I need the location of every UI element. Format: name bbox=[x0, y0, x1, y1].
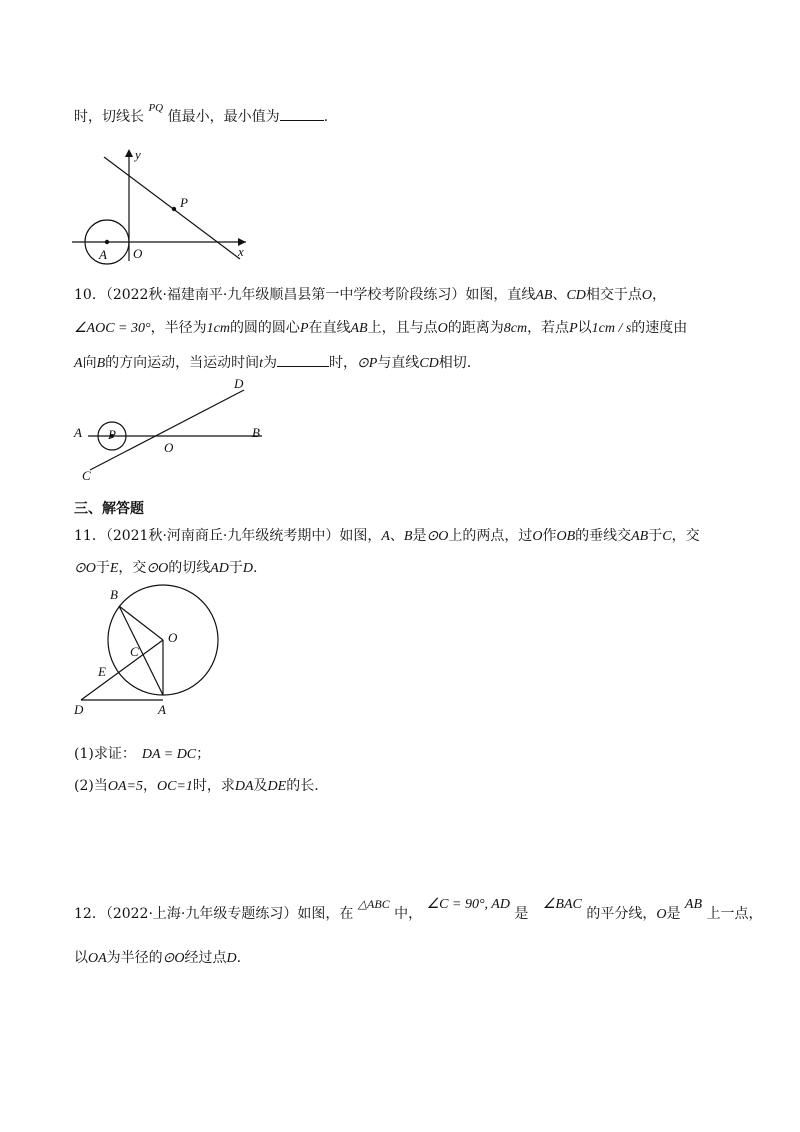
q10-l2a: ，半径为 bbox=[150, 320, 207, 336]
q9-point-p bbox=[172, 207, 176, 211]
q10-l3f: 相切. bbox=[438, 355, 472, 371]
q10-radius: 1cm bbox=[206, 321, 230, 336]
q11-l1c: 的垂线交 bbox=[575, 528, 632, 544]
q11-part2 bbox=[74, 776, 319, 797]
q9-pq: PQ bbox=[148, 102, 164, 114]
q11-number: 11． bbox=[74, 528, 106, 544]
q12-number: 12． bbox=[74, 906, 106, 922]
q11-figure bbox=[70, 582, 230, 718]
q9-figure bbox=[70, 145, 250, 265]
q11-part2-oc: OC=1 bbox=[156, 779, 193, 794]
q11-ab: AB bbox=[631, 529, 649, 544]
q9-line bbox=[104, 157, 240, 259]
q10-p2: P bbox=[569, 321, 578, 336]
q10-label-d: D bbox=[234, 376, 244, 391]
q11-circle-o: ⊙O bbox=[426, 529, 449, 544]
q11-part1-equation: DA = DC bbox=[141, 747, 197, 762]
q12-l2b: 为半径的 bbox=[106, 950, 163, 966]
q11-segment-ab bbox=[119, 606, 163, 695]
q10-label-b: B bbox=[252, 425, 260, 440]
q10-meet: 相交于点 bbox=[585, 287, 642, 303]
q10-l3e: 与直线 bbox=[377, 355, 420, 371]
q10-label-o: O bbox=[164, 440, 174, 455]
q10-cd3: CD bbox=[419, 356, 439, 371]
q10-ab2: AB bbox=[350, 321, 368, 336]
q12-l1a: 的平分线， bbox=[586, 906, 657, 922]
q11-a: A bbox=[381, 529, 390, 544]
q10-l3d: 时， bbox=[329, 355, 358, 371]
q12-l2d: . bbox=[236, 950, 242, 966]
q11-label-d: D bbox=[74, 702, 84, 717]
q10-line1 bbox=[74, 285, 666, 306]
q10-a3: A bbox=[74, 356, 83, 371]
q12-condition: ∠C = 90°, AD bbox=[426, 897, 510, 912]
q9-label-a: A bbox=[99, 247, 107, 262]
q10-l2g: 以 bbox=[577, 320, 592, 336]
q12-l2c: 经过点 bbox=[184, 950, 227, 966]
q10-l2e: 的距离为 bbox=[447, 320, 504, 336]
q11-line2 bbox=[74, 558, 258, 579]
q9-point-a bbox=[105, 240, 109, 244]
q11-part2-sep: ， bbox=[142, 778, 157, 794]
q9-text-b: 值最小，最小值为 bbox=[167, 109, 280, 125]
q11-part2-and: 及 bbox=[253, 778, 268, 794]
q9-y-arrow bbox=[125, 149, 133, 157]
q12-l2a: 以 bbox=[74, 950, 88, 966]
q12-zhong: 中， bbox=[394, 906, 423, 922]
q12-d: D bbox=[226, 951, 237, 966]
q11-part1 bbox=[74, 744, 210, 765]
q9-text-a: 时，切线长 bbox=[74, 109, 144, 125]
q12-angle-bac: ∠BAC bbox=[542, 897, 582, 912]
q11-l2c: 的切线 bbox=[168, 560, 211, 576]
q12-l1b: 上一点， bbox=[706, 906, 763, 922]
q11-sep: 、 bbox=[389, 528, 404, 544]
q11-d: D bbox=[242, 561, 254, 576]
q11-label-o: O bbox=[168, 630, 178, 645]
q11-c: C bbox=[662, 529, 672, 544]
q10-distance: 8cm bbox=[503, 321, 528, 336]
q11-l2e: . bbox=[253, 560, 258, 576]
q11-part2-end: 的长. bbox=[286, 778, 319, 794]
q10-o2: O bbox=[437, 321, 448, 336]
q10-b3: B bbox=[96, 356, 106, 371]
q9-answer-blank bbox=[280, 106, 324, 121]
q11-source: （2021秋·河南商丘·九年级统考期中）如图， bbox=[105, 528, 382, 544]
q11-l2a: 于 bbox=[95, 560, 110, 576]
q12-source: （2022·上海·九年级专题练习）如图，在 bbox=[105, 906, 354, 922]
q10-label-p: P bbox=[108, 427, 116, 442]
q11-label-b: B bbox=[110, 587, 118, 602]
q12-circle-o: ⊙O bbox=[162, 951, 185, 966]
q11-e: E bbox=[109, 561, 119, 576]
q10-o: O bbox=[641, 288, 653, 303]
q11-part1-label: (1)求证： bbox=[74, 746, 136, 762]
q11-circle-o2: ⊙O bbox=[74, 561, 96, 576]
q11-l2d: 于 bbox=[228, 560, 243, 576]
q11-o: O bbox=[532, 529, 543, 544]
q11-part1-end: ； bbox=[196, 746, 211, 762]
q10-source: （2022秋·福建南平·九年级顺昌县第一中学校考阶段练习）如图，直线 bbox=[105, 287, 536, 303]
q11-l1b: 作 bbox=[542, 528, 557, 544]
q10-ab: AB bbox=[535, 288, 553, 303]
q10-label-c: C bbox=[82, 468, 91, 483]
q10-t3: t bbox=[259, 356, 264, 371]
q11-l1a: 上的两点，过 bbox=[448, 528, 533, 544]
q11-label-c: C bbox=[130, 644, 139, 659]
q11-l1e: ，交 bbox=[671, 528, 700, 544]
q10-l3c: 为 bbox=[263, 355, 278, 371]
q11-label-e: E bbox=[98, 664, 106, 679]
q10-l3b: 的方向运动，当运动时间 bbox=[105, 355, 260, 371]
q10-sep: 、 bbox=[552, 287, 567, 303]
q10-circle-p: ⊙P bbox=[357, 356, 378, 371]
q11-b: B bbox=[403, 529, 413, 544]
q10-number: 10． bbox=[74, 287, 106, 303]
q10-line3 bbox=[74, 352, 471, 374]
q12-is: 是 bbox=[514, 906, 529, 922]
q12-o: O bbox=[656, 907, 667, 922]
q10-speed: 1cm / s bbox=[591, 321, 632, 336]
q11-label-a: A bbox=[158, 702, 166, 717]
q12-is2: 是 bbox=[666, 906, 681, 922]
q11-ad: AD bbox=[210, 561, 229, 576]
q10-figure bbox=[70, 372, 270, 484]
q10-comma: ， bbox=[652, 287, 667, 303]
q11-part2-label: (2)当 bbox=[74, 778, 108, 794]
q11-part2-de: DE bbox=[267, 779, 287, 794]
q11-segment-ob bbox=[119, 606, 163, 640]
q10-cd: CD bbox=[566, 288, 586, 303]
q9-label-y: y bbox=[135, 147, 141, 162]
q11-circle-o3: ⊙O bbox=[146, 561, 169, 576]
q10-p: P bbox=[299, 321, 309, 336]
q12-triangle: △ABC bbox=[357, 897, 390, 911]
q10-angle: ∠AOC = 30° bbox=[74, 321, 151, 336]
q10-l3a: 向 bbox=[82, 355, 97, 371]
q12-ab: AB bbox=[684, 897, 703, 912]
q9-label-x: x bbox=[238, 244, 244, 259]
q11-part2-oa: OA=5 bbox=[107, 779, 143, 794]
q11-part2-da: DA bbox=[234, 779, 254, 794]
q10-label-a: A bbox=[74, 425, 82, 440]
q10-l2b: 的圆的圆心 bbox=[229, 320, 300, 336]
q9-label-o: O bbox=[133, 246, 143, 261]
q10-l2c: 在直线 bbox=[308, 320, 351, 336]
q12-line2 bbox=[74, 948, 241, 969]
q11-l2b: ，交 bbox=[118, 560, 147, 576]
q9-line1 bbox=[74, 102, 329, 128]
q10-l2d: 上，且与点 bbox=[367, 320, 438, 336]
q12-oa: OA bbox=[88, 951, 107, 966]
q10-line2 bbox=[74, 318, 687, 339]
q10-l2f: ，若点 bbox=[527, 320, 570, 336]
q11-is: 是 bbox=[412, 528, 427, 544]
section-heading: 三、解答题 bbox=[74, 501, 144, 517]
q9-period: . bbox=[323, 109, 329, 125]
q12-line1 bbox=[74, 897, 763, 925]
q11-part2-b: 时，求 bbox=[192, 778, 235, 794]
q11-line1 bbox=[74, 526, 700, 547]
q10-l2h: 的速度由 bbox=[631, 320, 688, 336]
q10-answer-blank bbox=[277, 352, 329, 367]
q11-ob: OB bbox=[556, 529, 576, 544]
q9-label-p: P bbox=[180, 195, 188, 210]
q11-l1d: 于 bbox=[648, 528, 663, 544]
